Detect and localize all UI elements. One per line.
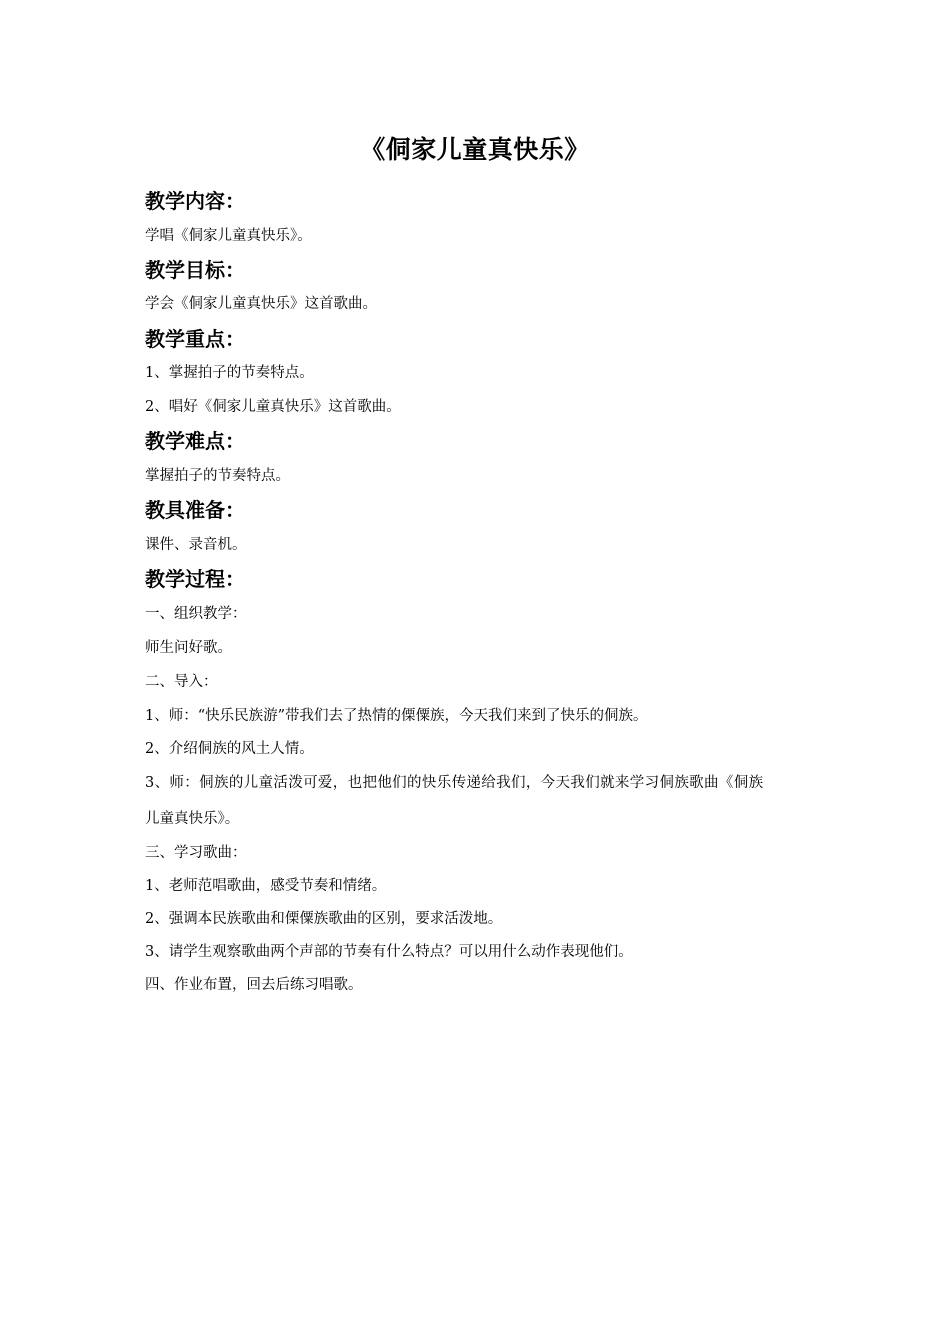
section-heading-objectives: 教学目标： [145, 258, 245, 282]
process-line: 1、老师范唱歌曲，感受节奏和情绪。 [145, 878, 387, 894]
section-materials-line: 课件、录音机。 [145, 537, 247, 553]
process-line: 儿童真快乐》。 [145, 811, 240, 827]
section-heading-key-points: 教学重点： [145, 327, 245, 351]
section-difficulties-line: 掌握拍子的节奏特点。 [145, 468, 290, 484]
process-line: 3、师：侗族的儿童活泼可爱，也把他们的快乐传递给我们，今天我们就来学习侗族歌曲《侗族 [145, 775, 764, 791]
process-line: 师生问好歌。 [145, 640, 232, 656]
process-line: 2、介绍侗族的风土人情。 [145, 741, 314, 757]
section-heading-process: 教学过程： [145, 567, 245, 591]
section-heading-materials: 教具准备： [145, 498, 245, 522]
process-line: 一、组织教学： [145, 606, 247, 622]
section-key-points-line: 1、掌握拍子的节奏特点。 [145, 365, 314, 381]
section-objectives-line: 学会《侗家儿童真快乐》这首歌曲。 [145, 296, 377, 312]
document-title: 《侗家儿童真快乐》 [360, 135, 590, 164]
process-line: 3、请学生观察歌曲两个声部的节奏有什么特点？可以用什么动作表现他们。 [145, 944, 633, 960]
process-line: 1、师：“快乐民族游”带我们去了热情的傈僳族，今天我们来到了快乐的侗族。 [145, 708, 648, 724]
process-line: 2、强调本民族歌曲和傈僳族歌曲的区别，要求活泼地。 [145, 911, 503, 927]
section-heading-difficulties: 教学难点： [145, 429, 245, 453]
process-line: 三、学习歌曲： [145, 845, 247, 861]
process-line: 二、导入： [145, 674, 218, 690]
process-line: 四、作业布置，回去后练习唱歌。 [145, 977, 363, 993]
section-heading-content: 教学内容： [145, 189, 245, 213]
section-key-points-line: 2、唱好《侗家儿童真快乐》这首歌曲。 [145, 399, 401, 415]
section-content-line: 学唱《侗家儿童真快乐》。 [145, 228, 312, 244]
